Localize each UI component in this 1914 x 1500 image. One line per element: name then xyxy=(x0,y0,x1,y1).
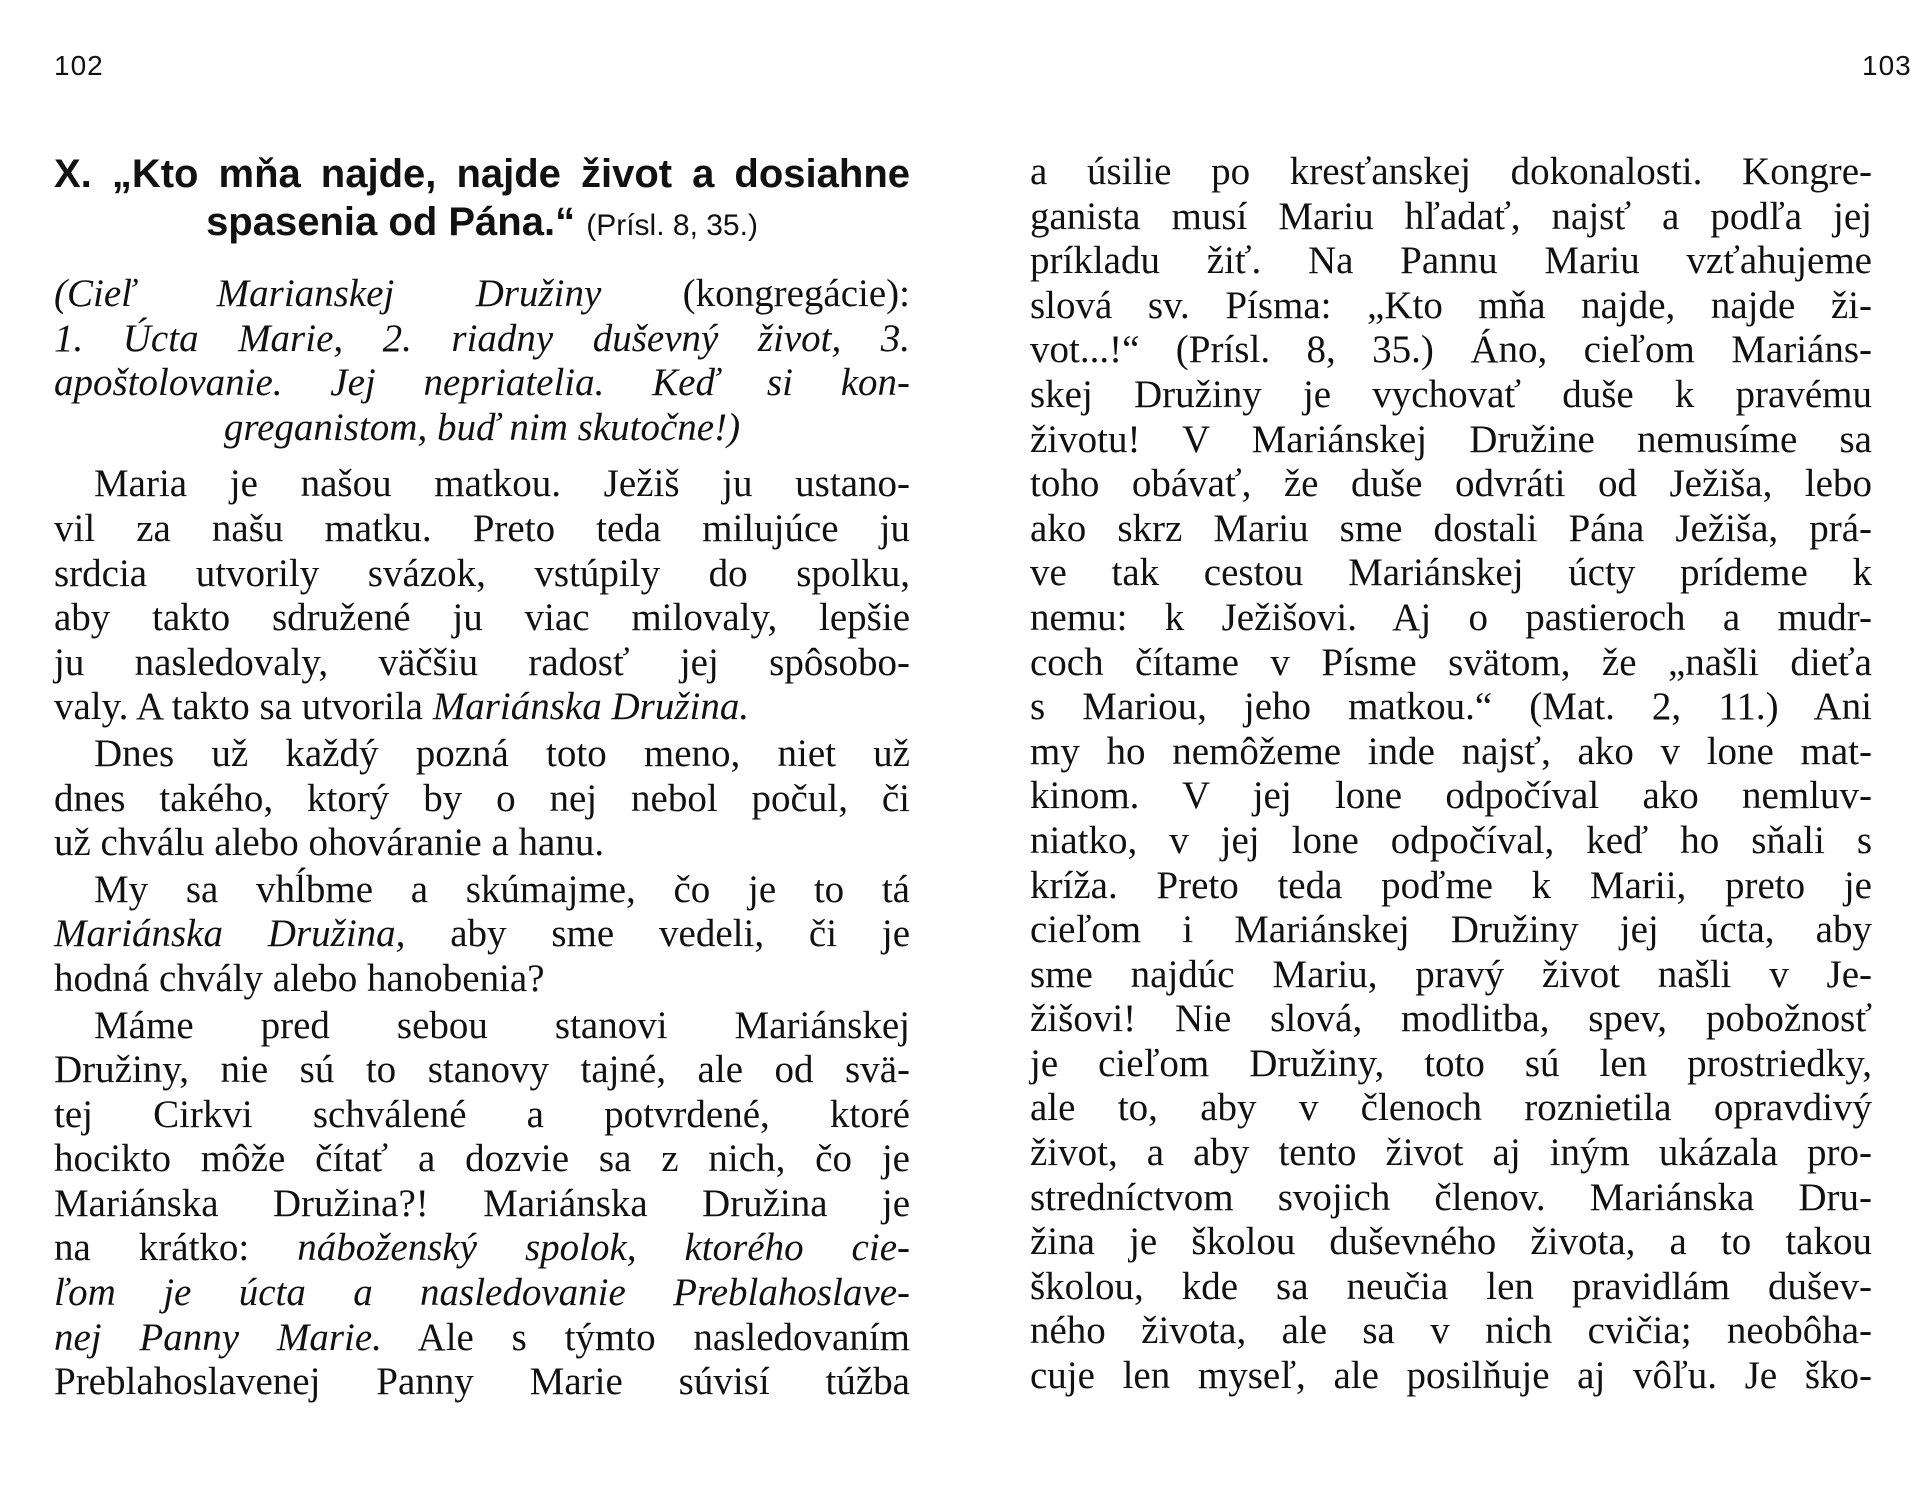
text-line: život, a aby tento život aj iným ukázala pro- xyxy=(1030,1131,1872,1175)
emphasis: náboženský spolok, ktorého cie- xyxy=(297,1226,911,1270)
chapter-summary xyxy=(54,272,910,450)
text-line: hocikto môže čítať a dozvie sa z nich, čo je xyxy=(54,1137,910,1181)
summary-text-upright: (kongregácie): xyxy=(682,272,910,315)
chapter-heading-line-1: X. „Kto mňa najde, najde život a dosiahne xyxy=(54,152,910,196)
text-line xyxy=(54,685,910,730)
text-line: príkladu žiť. Na Pannu Mariu vzťahujeme xyxy=(1030,239,1872,283)
text-line: už chválu alebo ohováranie a hanu. xyxy=(54,821,605,865)
paragraph-1 xyxy=(54,462,910,730)
text-line: slová sv. Písma: „Kto mňa najde, najde ži- xyxy=(1030,283,1872,327)
text-line: dnes takého, ktorý by o nej nebol počul, či xyxy=(54,776,910,820)
text-line: životu! V Mariánskej Družine nemusíme sa xyxy=(1030,417,1872,461)
paragraph-4 xyxy=(54,1004,910,1405)
summary-line xyxy=(54,272,910,317)
text-line: my ho nemôžeme inde najsť, ako v lone mat- xyxy=(1030,729,1872,773)
text-segment: valy. A takto sa utvorila xyxy=(54,685,433,729)
page-number-left: 102 xyxy=(54,50,104,81)
text-line: ganista musí Mariu hľadať, najsť a podľa jej xyxy=(1030,194,1872,238)
summary-text: (Cieľ Marianskej Družiny xyxy=(54,272,683,315)
chapter-heading xyxy=(54,150,910,250)
text-line: niatko, v jej lone odpočíval, keď ho sňali s xyxy=(1030,818,1872,862)
text-line: s Mariou, jeho matkou.“ (Mat. 2, 11.) Ani xyxy=(1030,685,1872,729)
text-line: je cieľom Družiny, toto sú len prostriedky, xyxy=(1030,1041,1872,1085)
emphasis: nej Panny Marie. xyxy=(54,1315,382,1359)
text-line: ju nasledovaly, väčšiu radosť jej spôsobo- xyxy=(54,640,910,684)
chapter-heading-line-2 xyxy=(54,198,910,250)
text-line: ako skrz Mariu sme dostali Pána Ježiša, prá- xyxy=(1030,506,1872,550)
text-line: aby takto sdružené ju viac milovaly, lepšie xyxy=(54,596,910,640)
paragraph-3 xyxy=(54,868,910,1002)
text-line: Družiny, nie sú to stanovy tajné, ale od svä- xyxy=(54,1048,910,1092)
chapter-heading-text: spasenia od Pána.“ xyxy=(206,200,576,244)
text-line: cieľom i Mariánskej Družiny jej úcta, aby xyxy=(1030,908,1872,952)
text-line: ve tak cestou Mariánskej úcty prídeme k xyxy=(1030,551,1872,595)
text-line: skej Družiny je vychovať duše k pravému xyxy=(1030,372,1872,416)
emphasis: Mariánska Družina. xyxy=(432,685,750,729)
text-line: srdcia utvorily svázok, vstúpily do spolku, xyxy=(54,551,910,595)
text-line: Maria je našou matkou. Ježiš ju ustano- xyxy=(94,462,910,506)
text-line: coch čítame v Písme svätom, že „našli dieťa xyxy=(1030,640,1872,684)
text-line: kríža. Preto teda poďme k Marii, preto je xyxy=(1030,863,1872,907)
paragraph-2 xyxy=(54,732,910,866)
text-line: cuje len myseľ, ale posilňuje aj vôľu. Je ško- xyxy=(1030,1354,1872,1398)
left-page xyxy=(54,150,910,1405)
text-segment: na krátko: xyxy=(54,1226,298,1270)
summary-line: apoštolovanie. Jej nepriatelia. Keď si kon- xyxy=(54,361,910,405)
text-line xyxy=(54,1316,910,1361)
text-line: kinom. V jej lone odpočíval ako nemluv- xyxy=(1030,774,1872,818)
text-line: My sa vhĺbme a skúmajme, čo je to tá xyxy=(94,867,910,911)
right-page xyxy=(1030,150,1872,1399)
text-line: Preblahoslavenej Panny Marie súvisí túžba xyxy=(54,1360,910,1404)
text-line: Máme pred sebou stanovi Mariánskej xyxy=(94,1003,910,1047)
summary-line: 1. Úcta Marie, 2. riadny duševný život, 3. xyxy=(54,316,910,360)
text-line: hodná chvály alebo hanobenia? xyxy=(54,956,545,1000)
text-line: tej Cirkvi schválené a potvrdené, ktoré xyxy=(54,1092,910,1136)
text-line: stredníctvom svojich členov. Mariánska Dru- xyxy=(1030,1175,1872,1219)
text-segment: Ale s týmto nasledovaním xyxy=(381,1315,910,1359)
text-line xyxy=(54,912,910,957)
text-line: žišovi! Nie slová, modlitba, spev, pobožnosť xyxy=(1030,997,1872,1041)
text-line: vot...!“ (Prísl. 8, 35.) Áno, cieľom Mariáns- xyxy=(1030,328,1872,372)
bible-reference: (Prísl. 8, 35.) xyxy=(586,209,758,242)
summary-line: greganistom, buď nim skutočne!) xyxy=(223,405,741,449)
text-line: školou, kde sa neučia len pravidlám dušev- xyxy=(1030,1264,1872,1308)
text-line xyxy=(54,1226,910,1271)
text-line: Dnes už každý pozná toto meno, niet už xyxy=(94,731,910,775)
text-line: a úsilie po kresťanskej dokonalosti. Kongre- xyxy=(1030,150,1872,193)
text-line: ného života, ale sa v nich cvičia; neobôha- xyxy=(1030,1309,1872,1353)
text-line: sme najdúc Mariu, pravý život našli v Je- xyxy=(1030,952,1872,996)
text-line xyxy=(54,1271,910,1316)
text-line: vil za našu matku. Preto teda milujúce ju xyxy=(54,506,910,550)
page-number-right: 103 xyxy=(1862,50,1912,81)
text-line: toho obávať, že duše odvráti od Ježiša, lebo xyxy=(1030,462,1872,506)
text-line: Mariánska Družina?! Mariánska Družina je xyxy=(54,1181,910,1225)
emphasis: ľom je úcta a nasledovanie Preblahoslave- xyxy=(54,1271,910,1315)
text-line: nemu: k Ježišovi. Aj o pastieroch a mudr- xyxy=(1030,595,1872,639)
text-segment: aby sme vedeli, či je xyxy=(405,912,911,956)
text-line: žina je školou duševného života, a to takou xyxy=(1030,1220,1872,1264)
text-line: ale to, aby v členoch roznietila opravdivý xyxy=(1030,1086,1872,1130)
emphasis: Mariánska Družina, xyxy=(54,912,406,956)
